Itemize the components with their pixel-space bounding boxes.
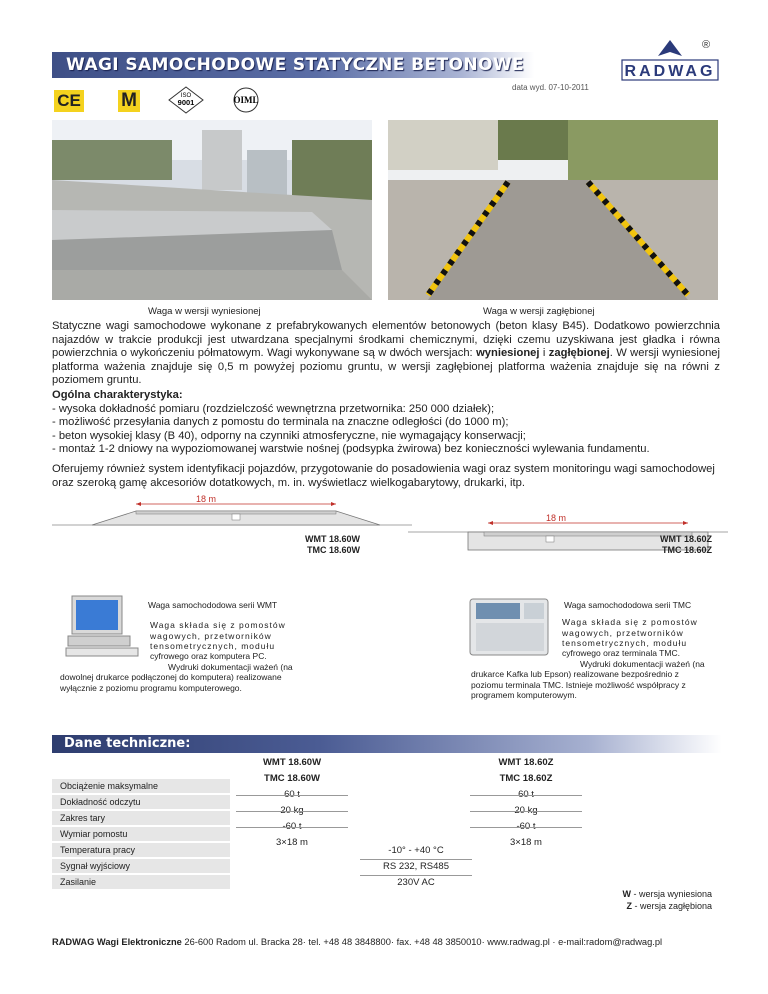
series-tmc-line: Wydruki dokumentacji ważeń (na — [580, 658, 705, 669]
legend-z-key: Z — [626, 901, 632, 911]
page-title: WAGI SAMOCHODOWE STATYCZNE BETONOWE — [66, 55, 524, 75]
caption-pit: Waga w wersji zagłębionej — [483, 306, 595, 317]
tech-row-label: Zasilanie — [52, 875, 230, 890]
computer-illustration — [62, 592, 142, 658]
feature-item: - wysoka dokładność pomiaru (rozdzielczość wewnętrzna przetwornika: 250 000 działek); — [52, 402, 495, 415]
model-pit-tmc: TMC 18.60Z — [661, 545, 712, 555]
model-raised-wmt: WMT 18.60W — [304, 534, 360, 544]
version-legend — [622, 888, 712, 912]
legend-z — [622, 900, 712, 912]
tech-row-label: Zakres tary — [52, 811, 230, 826]
issue-date: data wyd. 07-10-2011 — [512, 83, 589, 92]
oiml-text: OIML — [233, 95, 259, 105]
logo-text: RADWAG — [624, 63, 716, 80]
tech-row-label: Temperatura pracy — [52, 843, 230, 858]
tech-col2-header-1: WMT 18.60Z — [498, 757, 554, 768]
terminal-illustration — [468, 595, 550, 659]
dimension-raised: 18 m — [196, 494, 217, 504]
feature-item: - możliwość przesyłania danych z pomostu do terminala na znaczne odległości (do 1000 m); — [52, 416, 509, 429]
series-wmt-line: wyłącznie z poziomu programu komputerowego. — [60, 682, 242, 693]
tech-value-shared: -10° - +40 °C — [388, 845, 444, 856]
tech-divider — [236, 811, 348, 812]
intro-and: i — [539, 347, 549, 360]
intro-text-a: Statyczne wagi samochodowe wykonane z prefabrykowanych elementów betonowych (beton klasy B45). Dodatkowo powierzchnia najazdów w trakcie produkcji jest utwardzana specjalnymi środkami chemicznymi, dzięki czemu uzyskiwana jest gładka i równa powierzchnia o wykończeniu półmatowym. Wagi wykonywane są w dwóch wersjach: — [52, 320, 720, 360]
tech-row-label: Obciążenie maksymalne — [52, 779, 230, 794]
photo-pit-scale — [388, 120, 718, 300]
oiml-badge — [218, 86, 274, 114]
series-tmc-line: wagowych, przetworników — [562, 627, 684, 638]
tech-divider — [470, 827, 582, 828]
tech-divider — [360, 875, 472, 876]
iso-9001-badge — [166, 86, 206, 114]
legend-w-text: - wersja wyniesiona — [630, 889, 712, 899]
intro-paragraph — [52, 320, 720, 388]
series-tmc-line: tensometrycznych, modułu — [562, 638, 688, 648]
series-tmc-desc — [562, 617, 712, 649]
series-wmt-line: dowolnej drukarce podłączonej do komputera) realizowane — [60, 672, 282, 682]
legend-w — [622, 888, 712, 900]
tech-value-shared: 230V AC — [397, 877, 435, 888]
series-tmc-desc-3 — [471, 669, 686, 701]
model-pit-labels — [630, 534, 712, 556]
ce-mark: CE — [54, 90, 84, 112]
tech-col1-header-2: TMC 18.60W — [264, 773, 320, 784]
series-wmt-desc-2 — [150, 651, 293, 672]
tech-divider — [236, 827, 348, 828]
series-wmt-line: tensometrycznych, modułu — [150, 641, 276, 651]
dimension-pit: 18 m — [546, 513, 567, 523]
series-tmc-line: cyfrowego oraz terminala TMC. — [562, 648, 680, 658]
caption-raised: Waga w wersji wyniesionej — [148, 306, 261, 317]
photo-raised-scale — [52, 120, 372, 300]
tech-col1-header-1: WMT 18.60W — [262, 757, 322, 768]
tech-title: Dane techniczne: — [64, 736, 191, 751]
tech-divider — [470, 795, 582, 796]
m-mark: M — [118, 90, 140, 112]
tech-divider — [236, 795, 348, 796]
series-tmc-line: Waga składa się z pomostów — [562, 617, 698, 627]
tech-row-label: Dokładność odczytu — [52, 795, 230, 810]
model-raised-tmc: TMC 18.60W — [306, 545, 360, 555]
intro-bold-pit: zagłębionej — [548, 347, 610, 360]
features-section — [52, 389, 720, 457]
tech-value: 3×18 m — [276, 837, 308, 848]
intro-bold-raised: wyniesionej — [476, 347, 540, 360]
offer-paragraph: Oferujemy również system identyfikacji pojazdów, przygotowanie do posadowienia wagi oraz system monitoringu wagi samochodowej oraz szeroką gamę akcesoriów dotatkowych, m. in. wyświetlacz wielkogabarytowy, drukarki, itp. — [52, 463, 715, 489]
series-wmt-line: cyfrowego oraz komputera PC. — [150, 651, 267, 661]
series-wmt-label: Waga samochododowa serii WMT — [148, 600, 278, 610]
series-tmc-line: poziomu terminala TMC. Istnieje możliwość współpracy z — [471, 679, 686, 690]
feature-item: - montaż 1-2 dniowy na wypoziomowanej warstwie nośnej (podsypka żwirowa) bez konieczności wylewania fundamentu. — [52, 443, 650, 456]
series-wmt-line: wagowych, przetworników — [150, 630, 272, 641]
tech-value: 3×18 m — [510, 837, 542, 848]
footer-company: RADWAG Wagi Elektroniczne — [52, 937, 182, 947]
series-tmc-desc-2 — [562, 648, 705, 669]
tech-divider — [360, 859, 472, 860]
tech-value-shared: RS 232, RS485 — [382, 861, 449, 872]
logo-crown — [658, 40, 682, 56]
series-tmc-label: Waga samochododowa serii TMC — [564, 600, 692, 610]
tech-divider — [470, 811, 582, 812]
registered-mark: ® — [702, 39, 711, 51]
series-wmt-desc — [150, 620, 300, 652]
iso-number: 9001 — [177, 98, 195, 107]
tech-row-label: Wymiar pomostu — [52, 827, 230, 842]
features-heading: Ogólna charakterystyka: — [52, 389, 183, 401]
series-tmc-line: programem komputerowym. — [471, 690, 577, 700]
model-pit-wmt: WMT 18.60Z — [659, 534, 712, 544]
model-raised-labels — [282, 534, 360, 556]
intro-text-b: . W wersji wyniesionej platforma ważenia znajduje się 0,5 m powyżej poziomu gruntu, w wersji zagłębionej platforma ważenia znajduje się na równi z poziomem gruntu. — [52, 347, 721, 387]
legend-w-key: W — [622, 889, 631, 899]
series-wmt-line: Waga składa się z pomostów — [150, 620, 286, 630]
legend-z-text: - wersja zagłębiona — [631, 901, 712, 911]
iso-label: ISO — [180, 93, 192, 99]
series-wmt-line: Wydruki dokumentacji ważeń (na — [168, 661, 293, 672]
series-tmc-line: drukarce Kafka lub Epson) realizowane bezpośrednio z — [471, 669, 679, 679]
footer-contact — [52, 937, 662, 947]
tech-col2-header-2: TMC 18.60Z — [499, 773, 553, 784]
series-wmt-desc-3 — [60, 672, 282, 693]
tech-row-label: Sygnał wyjściowy — [52, 859, 230, 874]
footer-address: 26-600 Radom ul. Bracka 28· tel. +48 48 3848800· fax. +48 48 3850010· www.radwag.pl · e-mail:radom@radwag.pl — [181, 937, 663, 947]
feature-item: - beton wysokiej klasy (B 40), odporny na czynniki atmosferyczne, nie wymagający konserwacji; — [52, 429, 526, 442]
